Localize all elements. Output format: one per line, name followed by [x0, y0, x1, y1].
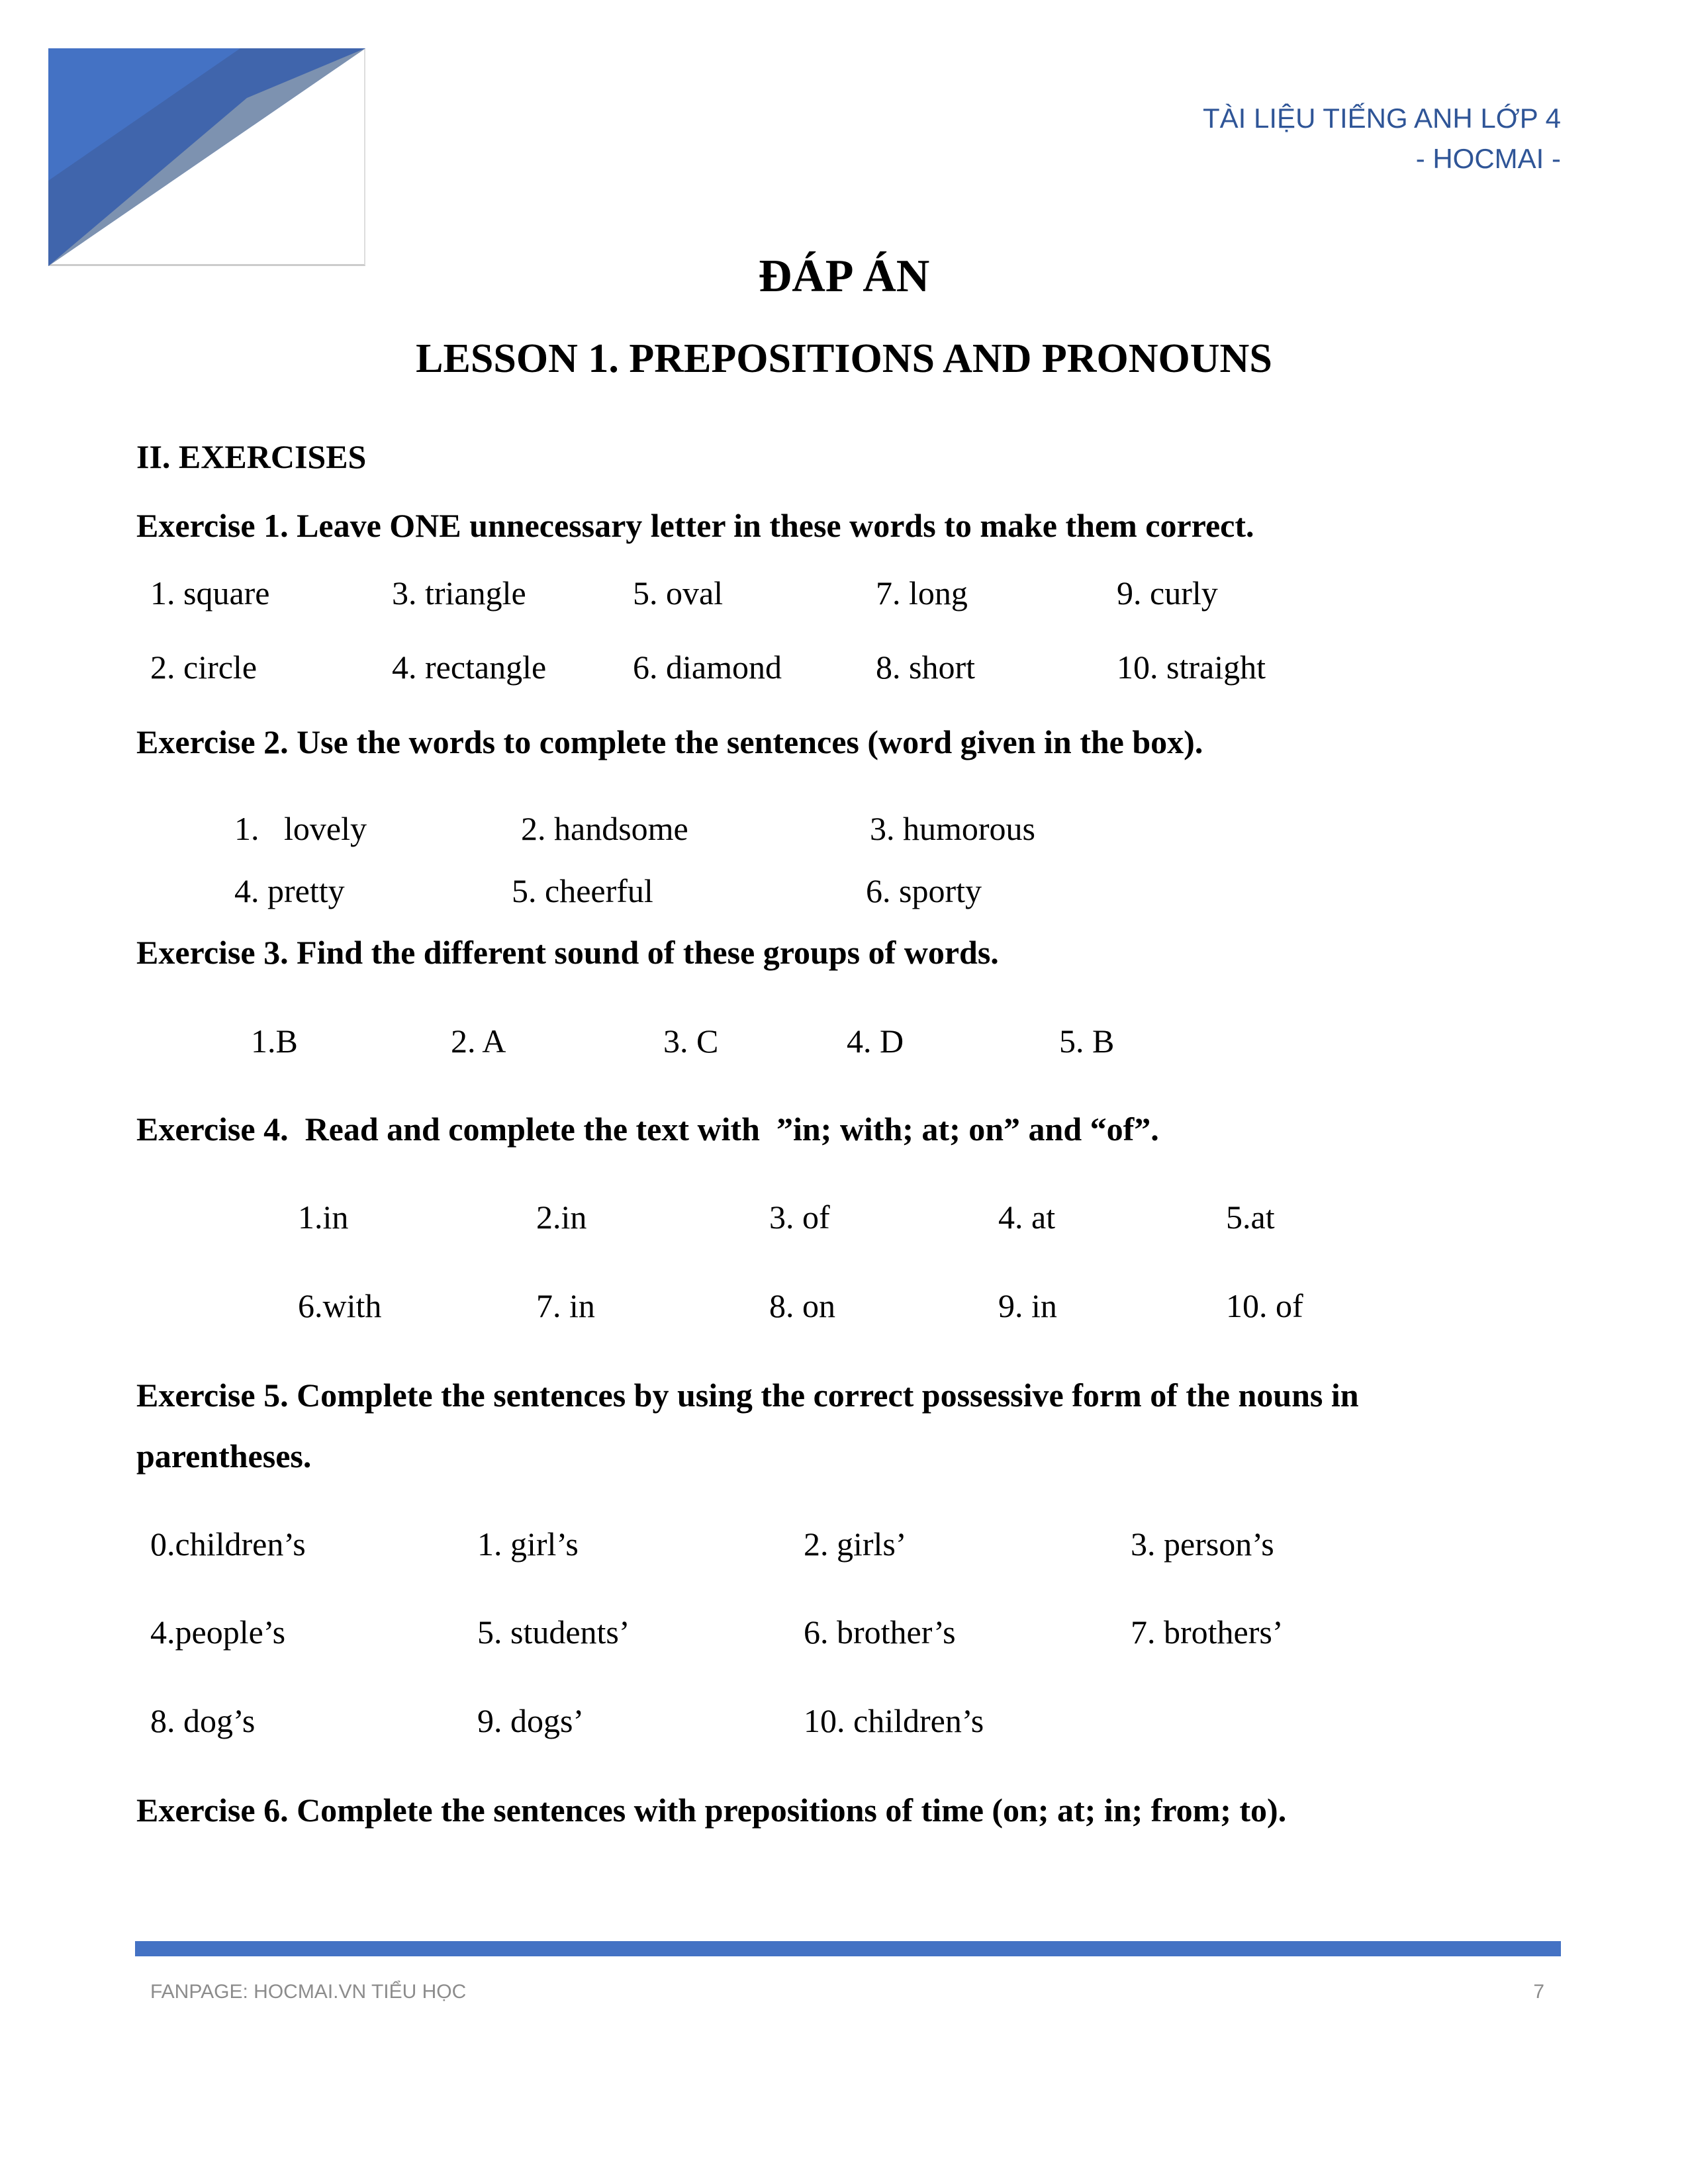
exercise5-answer: 8. dog’s — [150, 1702, 256, 1739]
footer-divider — [135, 1941, 1561, 1956]
exercise1-answer: 9. curly — [1117, 574, 1218, 612]
exercise2-answer: 2. handsome — [521, 810, 688, 847]
exercise4-answer: 7. in — [536, 1287, 595, 1324]
exercise4-heading: Exercise 4. Read and complete the text with ”in; with; at; on” and “of”. — [136, 1111, 1159, 1148]
exercise1-answer: 3. triangle — [392, 574, 526, 612]
exercise3-answer: 4. D — [847, 1023, 904, 1060]
exercise5-answer: 10. children’s — [804, 1702, 984, 1739]
footer-fanpage: FANPAGE: HOCMAI.VN TIỂU HỌC — [150, 1981, 467, 2003]
exercise5-answer: 0.children’s — [150, 1525, 306, 1563]
exercise4-answer: 4. at — [998, 1199, 1056, 1236]
header-title: TÀI LIỆU TIẾNG ANH LỚP 4 — [1203, 103, 1561, 134]
exercise4-answer: 9. in — [998, 1287, 1057, 1324]
exercise3-heading: Exercise 3. Find the different sound of these groups of words. — [136, 934, 999, 971]
exercise4-answer: 10. of — [1226, 1287, 1303, 1324]
exercise2-answer: 5. cheerful — [512, 872, 653, 909]
exercise1-answer: 4. rectangle — [392, 649, 547, 686]
exercise3-answer: 1.B — [251, 1023, 298, 1060]
exercise1-answer: 1. square — [150, 574, 270, 612]
exercise1-answer: 7. long — [876, 574, 968, 612]
exercise1-answer: 2. circle — [150, 649, 258, 686]
exercise4-answer: 1.in — [298, 1199, 349, 1236]
exercise5-answer: 7. brothers’ — [1131, 1614, 1284, 1651]
logo-triangles-icon — [48, 48, 365, 266]
exercise6-heading: Exercise 6. Complete the sentences with prepositions of time (on; at; in; from; to). — [136, 1792, 1287, 1829]
page-title: ĐÁP ÁN — [758, 251, 930, 302]
exercise2-heading: Exercise 2. Use the words to complete the sentences (word given in the box). — [136, 723, 1203, 760]
exercise3-answer: 2. A — [451, 1023, 506, 1060]
exercise3-answer: 3. C — [663, 1023, 719, 1060]
exercise5-answer: 2. girls’ — [804, 1525, 907, 1563]
exercise5-heading: Exercise 5. Complete the sentences by using the correct possessive form of the nouns in — [136, 1377, 1359, 1414]
exercise5-answer: 3. person’s — [1131, 1525, 1274, 1563]
exercise1-answer: 8. short — [876, 649, 975, 686]
header-brand: - HOCMAI - — [1415, 143, 1561, 174]
exercise5-answer: 1. girl’s — [477, 1525, 579, 1563]
exercise5-heading-continued: parentheses. — [136, 1437, 312, 1475]
exercise4-answer: 2.in — [536, 1199, 587, 1236]
exercise4-answer: 5.at — [1226, 1199, 1275, 1236]
page-number: 7 — [1533, 1981, 1544, 2003]
exercise4-answer: 8. on — [769, 1287, 835, 1324]
section-title: II. EXERCISES — [136, 438, 367, 475]
exercise5-answer: 4.people’s — [150, 1614, 286, 1651]
exercise5-answer: 5. students’ — [477, 1614, 630, 1651]
logo-graphic — [48, 48, 365, 266]
exercise3-answer: 5. B — [1059, 1023, 1115, 1060]
exercise1-answer: 10. straight — [1117, 649, 1266, 686]
exercise4-answer: 3. of — [769, 1199, 830, 1236]
exercise2-answer: 6. sporty — [866, 872, 982, 909]
exercise5-answer: 9. dogs’ — [477, 1702, 585, 1739]
exercise1-answer: 5. oval — [633, 574, 724, 612]
exercise1-heading: Exercise 1. Leave ONE unnecessary letter in these words to make them correct. — [136, 507, 1254, 544]
exercise1-answer: 6. diamond — [633, 649, 782, 686]
exercise2-answer: 1. lovely — [234, 810, 367, 847]
exercise5-answer: 6. brother’s — [804, 1614, 956, 1651]
exercise4-answer: 6.with — [298, 1287, 382, 1324]
exercise2-answer: 4. pretty — [234, 872, 345, 909]
exercise2-answer: 3. humorous — [870, 810, 1035, 847]
lesson-title: LESSON 1. PREPOSITIONS AND PRONOUNS — [416, 336, 1272, 381]
